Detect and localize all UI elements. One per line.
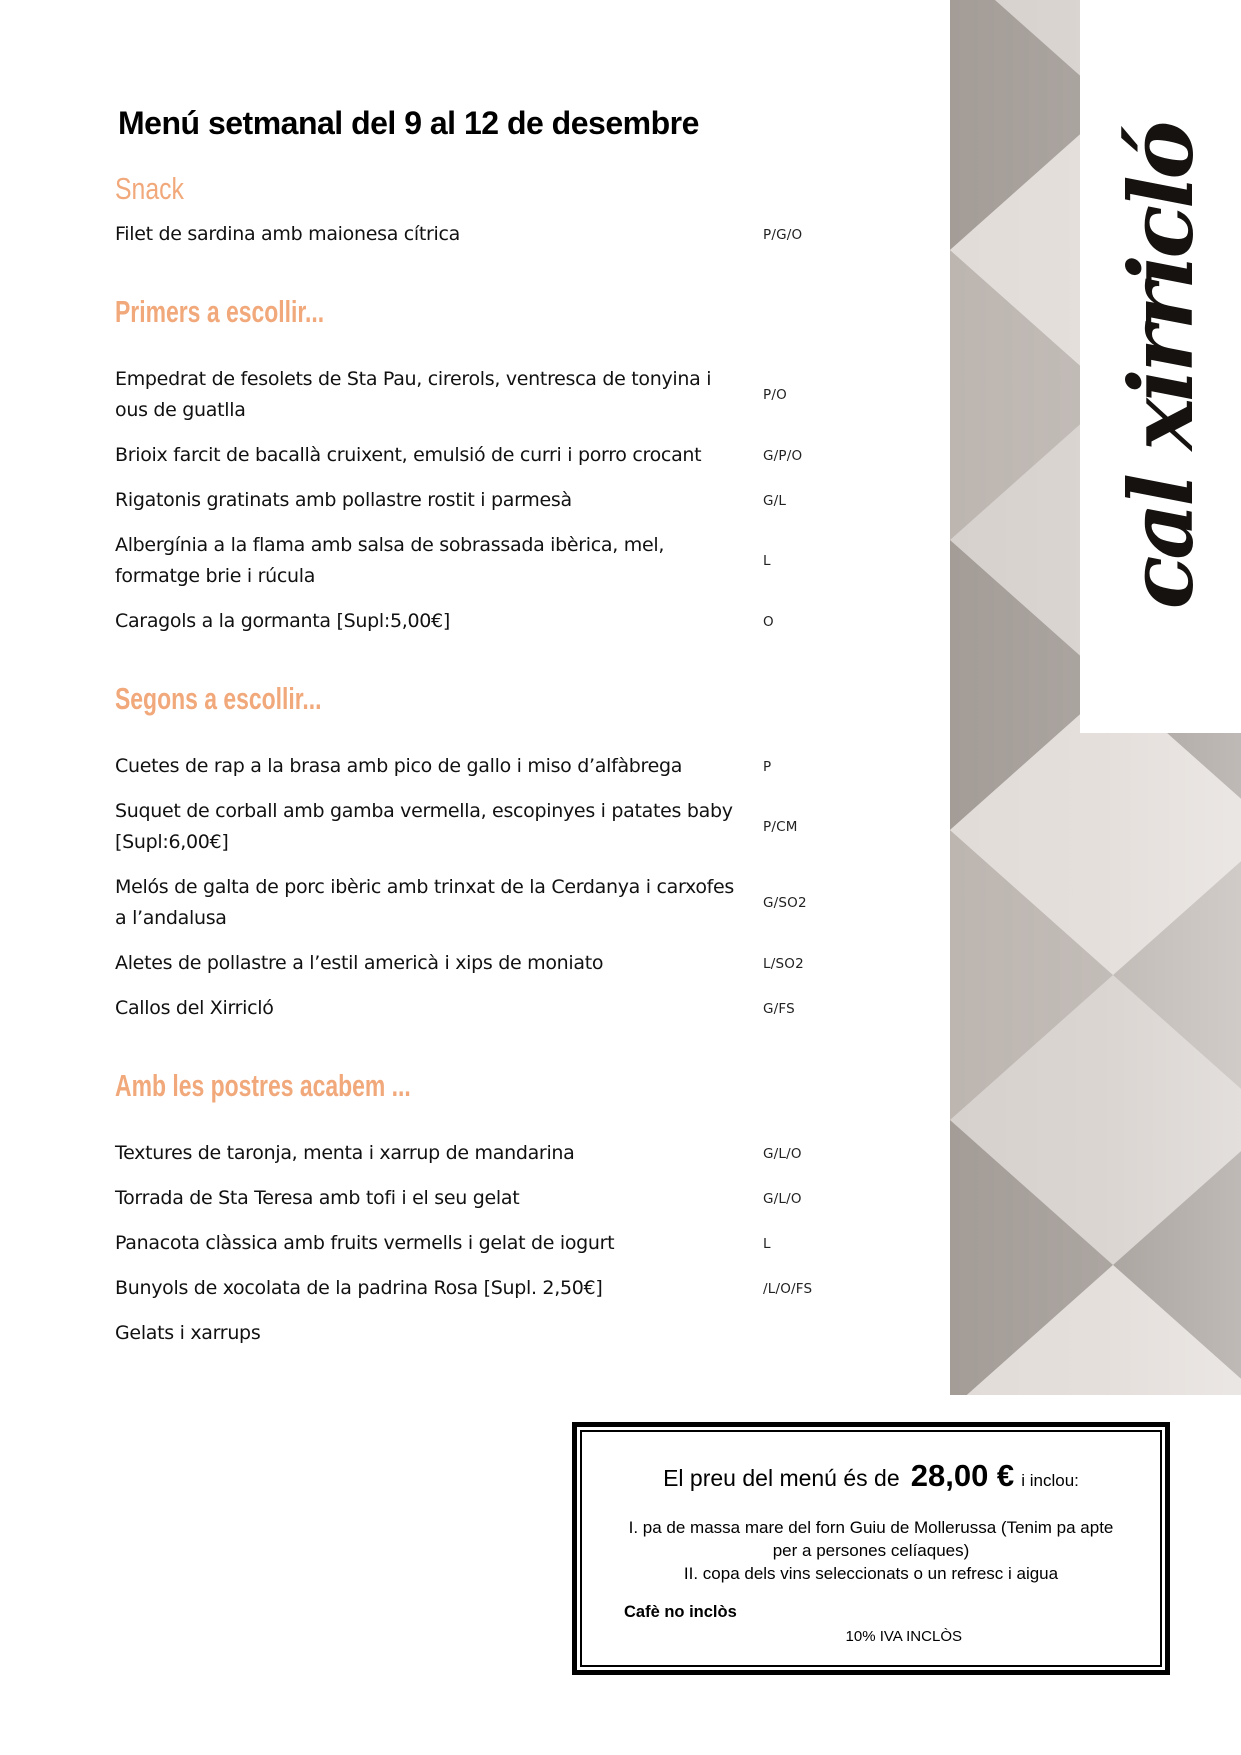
allergen-code: G/L/O — [763, 1190, 802, 1207]
section-heading: Segons a escollir... — [115, 681, 322, 716]
menu-item-row — [115, 606, 860, 637]
dish-name: Suquet de corball amb gamba vermella, escopinyes i patates baby [Supl:6,00€] — [115, 800, 733, 853]
menu-item-row — [115, 530, 860, 592]
menu-item-row — [115, 993, 860, 1024]
allergen-code: /L/O/FS — [763, 1280, 813, 1297]
dish-name: Aletes de pollastre a l’estil americà i xips de moniato — [115, 952, 604, 974]
dish-name: Textures de taronja, menta i xarrup de mandarina — [115, 1142, 575, 1164]
allergen-code: P/G/O — [763, 226, 803, 243]
menu-include-item: I. pa de massa mare del forn Guiu de Mollerussa (Tenim pa apte per a persones celíaques) — [628, 1518, 1114, 1560]
allergen-code: P/CM — [763, 819, 798, 835]
includes-list — [600, 1516, 1142, 1585]
section-items — [115, 751, 860, 1024]
section-heading: Amb les postres acabem ... — [115, 1068, 411, 1103]
menu-item-row — [115, 1318, 860, 1349]
dish-name: Bunyols de xocolata de la padrina Rosa [Supl. 2,50€] — [115, 1277, 603, 1299]
section-heading: Primers a escollir... — [115, 294, 325, 329]
page-title: Menú setmanal del 9 al 12 de desembre — [118, 105, 699, 141]
dish-name: Torrada de Sta Teresa amb tofi i el seu gelat — [115, 1187, 520, 1209]
dish-name: Brioix farcit de bacallà cruixent, emulsió de curri i porro crocant — [115, 444, 702, 466]
allergen-code: G/L/O — [763, 1145, 802, 1162]
allergen-code: L — [763, 553, 771, 569]
section-items — [115, 219, 860, 250]
dish-name: Empedrat de fesolets de Sta Pau, cirerols, ventresca de tonyina i ous de guatlla — [115, 368, 712, 421]
dish-name: Albergínia a la flama amb salsa de sobrassada ibèrica, mel, formatge brie i rúcula — [115, 534, 665, 587]
menu-item-row — [115, 485, 860, 516]
allergen-code: P/O — [763, 387, 787, 403]
price-suffix: i inclou: — [1021, 1471, 1079, 1490]
price-box — [572, 1422, 1170, 1675]
allergen-code: P — [763, 758, 772, 775]
dish-name: Gelats i xarrups — [115, 1322, 261, 1344]
section-heading: Snack — [115, 171, 184, 206]
menu-section — [115, 290, 860, 637]
price-box-inner — [580, 1430, 1162, 1667]
dish-name: Callos del Xirricló — [115, 997, 274, 1019]
vat-note: 10% IVA INCLÒS — [845, 1628, 962, 1645]
allergen-code: G/P/O — [763, 447, 803, 464]
menu-item-row — [115, 751, 860, 782]
allergen-code: G/FS — [763, 1000, 795, 1017]
dish-name: Caragols a la gormanta [Supl:5,00€] — [115, 610, 450, 632]
price-prefix: El preu del menú és de — [663, 1465, 900, 1491]
menu-item-row — [115, 1138, 860, 1169]
menu-item-row — [115, 796, 860, 858]
price-line — [600, 1458, 1142, 1494]
dish-name: Rigatonis gratinats amb pollastre rostit i parmesà — [115, 489, 572, 511]
dish-name: Cuetes de rap a la brasa amb pico de gallo i miso d’alfàbrega — [115, 755, 683, 777]
menu-item-row — [115, 364, 860, 426]
allergen-code: G/SO2 — [763, 895, 807, 911]
dish-name: Melós de galta de porc ibèric amb trinxat de la Cerdanya i carxofes a l’andalusa — [115, 876, 735, 929]
section-items — [115, 1138, 860, 1349]
section-items — [115, 364, 860, 637]
menu-section — [115, 167, 860, 250]
allergen-code: L/SO2 — [763, 955, 804, 972]
menu-item-row — [115, 219, 860, 250]
menu-include-item: II. copa dels vins seleccionats o un refresc i aigua — [683, 1564, 1059, 1583]
allergen-code: O — [763, 613, 774, 630]
menu-item-row — [115, 440, 860, 471]
allergen-code: G/L — [763, 492, 787, 509]
menu-section — [115, 1064, 860, 1349]
dish-name: Filet de sardina amb maionesa cítrica — [115, 223, 461, 245]
menu-section — [115, 677, 860, 1024]
menu-content — [115, 0, 860, 1363]
menu-item-row — [115, 872, 860, 934]
menu-sections — [115, 167, 860, 1349]
menu-item-row — [115, 1183, 860, 1214]
price-amount: 28,00 € — [910, 1458, 1015, 1493]
logo-box — [1080, 0, 1241, 733]
price-box-footer — [600, 1603, 1142, 1645]
menu-item-row — [115, 1273, 860, 1304]
menu-item-row — [115, 948, 860, 979]
coffee-note: Cafè no inclòs — [624, 1603, 737, 1621]
dish-name: Panacota clàssica amb fruits vermells i gelat de iogurt — [115, 1232, 615, 1254]
restaurant-logo-script: cal xirricló — [1108, 124, 1213, 609]
menu-item-row — [115, 1228, 860, 1259]
allergen-code: L — [763, 1235, 771, 1252]
